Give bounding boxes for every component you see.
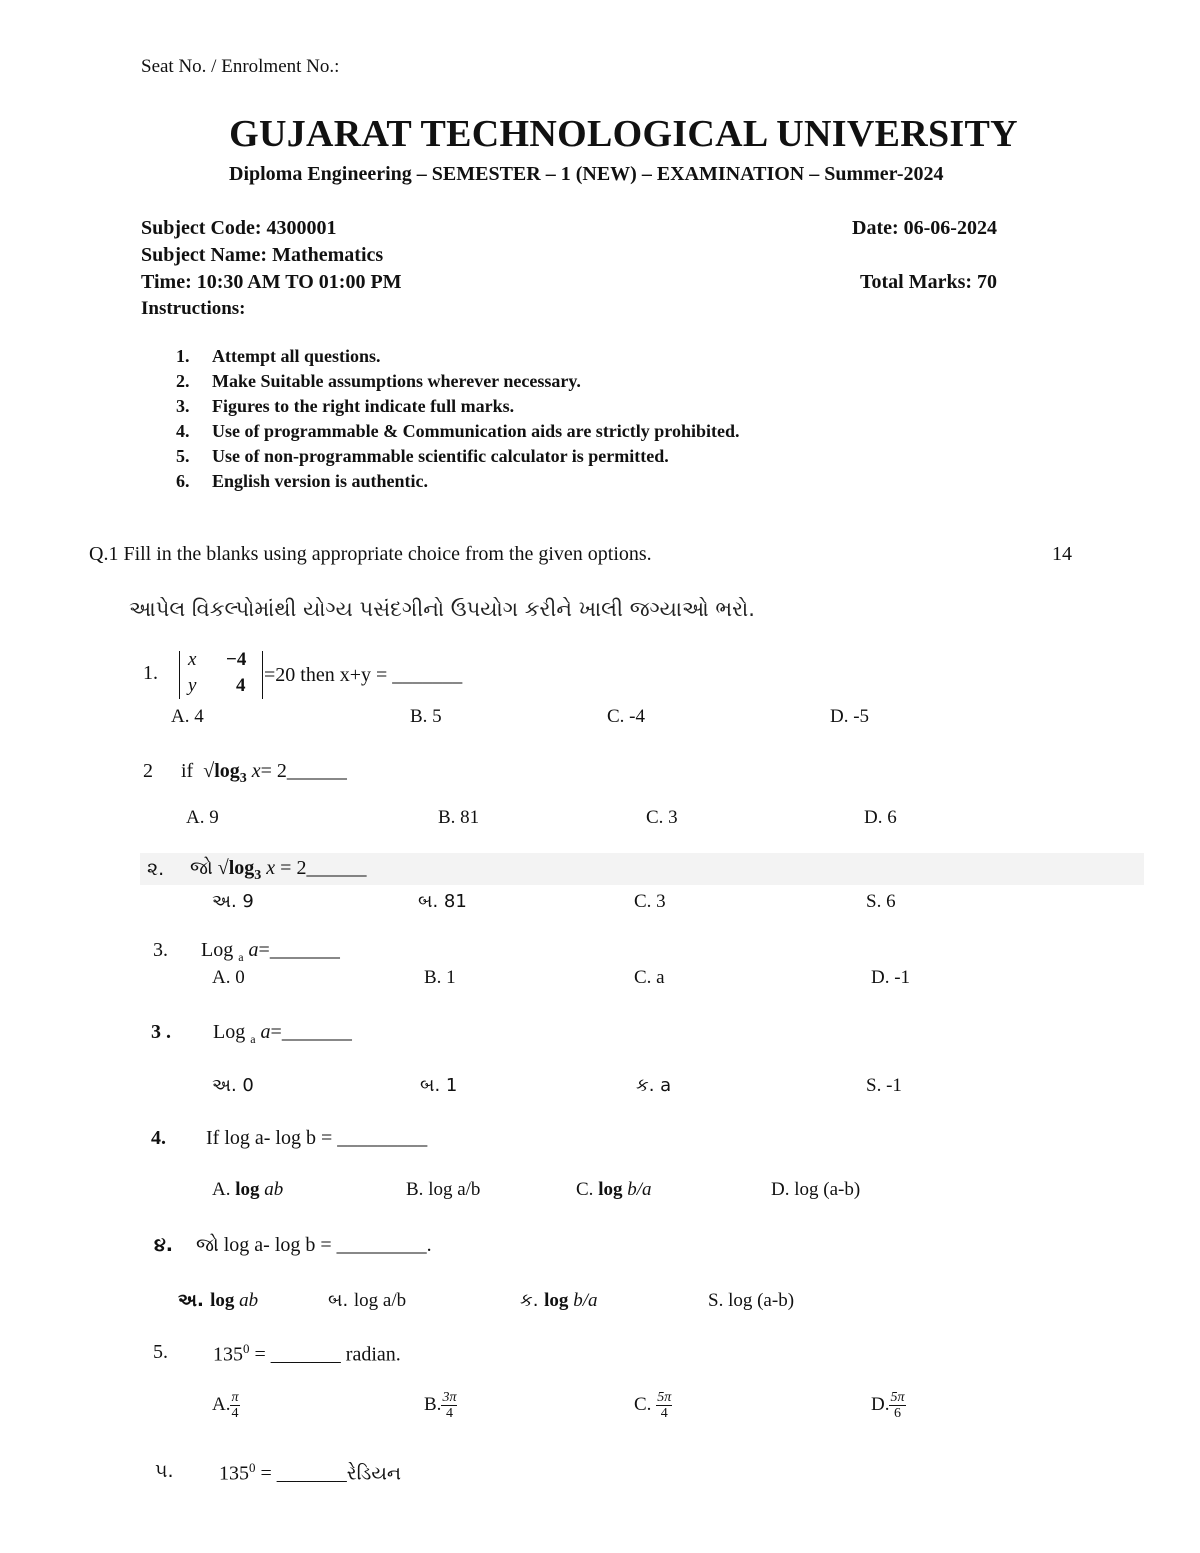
- option-b: B. 81: [438, 807, 480, 828]
- determinant-cell: y: [188, 675, 197, 696]
- question-number: 2: [143, 760, 153, 782]
- option-b: B. 1: [424, 967, 456, 988]
- instruction-item: 4. Use of programmable & Communication aids are strictly prohibited.: [176, 421, 740, 441]
- option-b: બ. 1: [420, 1075, 458, 1096]
- option-b: બ. log a/b: [328, 1290, 407, 1311]
- instruction-item: 2. Make Suitable assumptions wherever necessary.: [176, 371, 581, 391]
- question-text: જો log a- log b = _________.: [196, 1234, 432, 1256]
- option-a: અ. 0: [212, 1075, 254, 1096]
- instruction-item: 5. Use of non-programmable scientific calculator is permitted.: [176, 446, 669, 466]
- option-d: D. 6: [864, 807, 897, 828]
- determinant: [179, 651, 263, 699]
- determinant-cell: −4: [226, 649, 247, 670]
- question-number: ૫.: [155, 1460, 174, 1482]
- question-text: If log a- log b = _________: [206, 1127, 428, 1149]
- question-1-title-gujarati: આપેલ વિકલ્પોમાંથી યોગ્ય પસંદગીનો ઉપયોગ કરીને ખાલી જગ્યાઓ ભરો.: [129, 597, 755, 621]
- instructions-list: [176, 344, 739, 494]
- fraction: $\frac{3\pi}{4}$: [442, 1390, 457, 1421]
- question-number: 1.: [143, 662, 158, 684]
- option-b: B. log a/b: [406, 1179, 481, 1200]
- option-d: S. -1: [866, 1075, 902, 1096]
- question-text: Log $_a$ a=_______: [213, 1021, 352, 1046]
- fraction: $\frac{5\pi}{4}$: [657, 1390, 672, 1421]
- question-number: ૪.: [154, 1234, 173, 1256]
- option-d: D. log (a-b): [771, 1179, 861, 1200]
- exam-time: Time: 10:30 AM TO 01:00 PM: [141, 271, 402, 293]
- option-c: C. -4: [607, 706, 645, 727]
- option-c: C. $\frac{5\pi}{4}$: [634, 1390, 672, 1421]
- total-marks: Total Marks: 70: [860, 271, 998, 293]
- exam-date: Date: 06-06-2024: [852, 217, 997, 239]
- question-text: =20 then x+y = _______: [264, 664, 463, 686]
- seat-number-label: Seat No. / Enrolment No.:: [141, 56, 340, 77]
- option-c: C. 3: [634, 891, 666, 912]
- question-number: 3.: [153, 939, 168, 961]
- option-d: D. -1: [871, 967, 911, 988]
- option-c: C. log b/a: [576, 1179, 652, 1200]
- question-text: if $√\log_3$ x= 2______: [181, 760, 347, 786]
- question-number: 4.: [151, 1127, 166, 1149]
- option-c: C. a: [634, 967, 665, 988]
- option-c: ક. a: [636, 1075, 672, 1096]
- instruction-item: 3. Figures to the right indicate full marks.: [176, 396, 515, 416]
- option-d: D. $\frac{5\pi}{6}$: [871, 1390, 905, 1421]
- option-d: D. -5: [830, 706, 870, 727]
- question-1-marks: 14: [1052, 543, 1072, 565]
- option-c: ક. log b/a: [520, 1290, 598, 1311]
- determinant-cell: 4: [236, 675, 246, 696]
- option-a: અ. log ab: [178, 1290, 259, 1311]
- option-c: C. 3: [646, 807, 678, 828]
- university-title: GUJARAT TECHNOLOGICAL UNIVERSITY: [229, 113, 1018, 155]
- question-text: $135^0$ = _______રેડિયન: [219, 1460, 402, 1485]
- question-number: ૨.: [147, 858, 165, 880]
- exam-line: Diploma Engineering – SEMESTER – 1 (NEW) – EXAMINATION – Summer-2024: [229, 163, 944, 185]
- question-text: Log $_a$ a=_______: [201, 939, 340, 964]
- option-a: A. 0: [212, 967, 245, 988]
- option-d: S. log (a-b): [708, 1290, 795, 1311]
- option-a: A. $\frac{\pi}{4}$: [212, 1390, 239, 1421]
- fraction: $\frac{\pi}{4}$: [231, 1390, 239, 1421]
- option-a: A. 4: [171, 706, 204, 727]
- subject-name: Subject Name: Mathematics: [141, 244, 384, 266]
- option-a: A. 9: [186, 807, 219, 828]
- option-a: A. log ab: [212, 1179, 284, 1200]
- question-text: $135^0$ = _______ radian.: [213, 1341, 401, 1366]
- determinant-cell: x: [188, 649, 197, 670]
- instruction-item: 1. Attempt all questions.: [176, 346, 381, 366]
- option-a: અ. 9: [212, 891, 254, 912]
- option-b: B. $\frac{3\pi}{4}$: [424, 1390, 457, 1421]
- fraction: $\frac{5\pi}{6}$: [890, 1390, 905, 1421]
- question-text: જો $√\log_3$ x = 2______: [190, 857, 367, 883]
- question-number: 5.: [153, 1341, 168, 1363]
- question-number: 3 .: [151, 1021, 171, 1043]
- option-d: S. 6: [866, 891, 896, 912]
- question-1-title: Q.1 Fill in the blanks using appropriate choice from the given options.: [89, 543, 652, 565]
- instruction-item: 6. English version is authentic.: [176, 471, 429, 491]
- option-b: B. 5: [410, 706, 442, 727]
- option-b: બ. 81: [418, 891, 467, 912]
- instructions-label: Instructions:: [141, 298, 246, 319]
- subject-code: Subject Code: 4300001: [141, 217, 337, 239]
